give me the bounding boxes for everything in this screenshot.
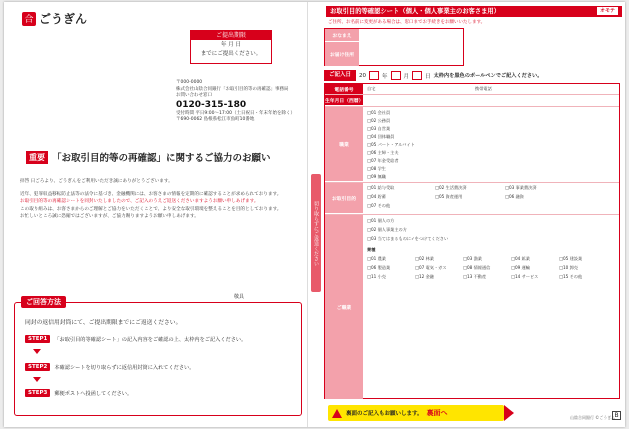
year-input[interactable] <box>369 71 379 80</box>
bank-logo: 合 ごうぎん <box>22 10 87 27</box>
form-title: お取引目的等確認シート（個人・個人事業主のお客さま用） オモテ <box>326 6 622 17</box>
month-input[interactable] <box>391 71 401 80</box>
page-letter: B <box>612 411 621 420</box>
sender-phone: 0120-315-180 <box>176 99 247 110</box>
sender-block: 〒000-0000 株式会社山陰合同銀行「お取引目的等の再確認」事務局 お問い合わせ窓口 0120-315-180 受付時間 平日9:00〜17:00（土日祝日・年末年始を除く） 〒690-0062 島根県松江市魚町10番地 <box>176 80 301 124</box>
letter-page <box>4 2 308 427</box>
bank-logo-icon: 合 <box>22 12 36 26</box>
deadline-box: ご提出期限 年 月 日 までにご提出ください。 <box>190 30 272 64</box>
day-input[interactable] <box>412 71 422 80</box>
down-arrow-icon <box>33 377 41 382</box>
side-tab: 切り取らずにご返送ください <box>311 174 321 292</box>
customer-box: おなまえ お届け住所 <box>324 28 464 66</box>
right-arrow-icon <box>504 405 514 421</box>
step-1: STEP1 「お取引目的等確認シート」の記入内容をご確認の上、太枠内をご記入ください。 <box>25 335 246 343</box>
down-arrow-icon <box>33 349 41 354</box>
warning-icon <box>332 409 342 418</box>
step-3: STEP3 郵便ポストへ投函してください。 <box>25 389 132 397</box>
form-page: 切り取らずにご返送ください お取引目的等確認シート（個人・個人事業主のお客さま用） オモテ ご住所、お名前に変更がある場合は、窓口までお手続きをお願いいたします。 おなまえ お届け住所 ご記入日 20 年 月 日 太枠内を黒色のボールペンでご記入ください。 電話番号 自宅 携帯電話 生年月日（西暦） 職業 □01 会社員 □02 公務員 □03 自営業 □04 団体職員 □05 パート・アルバイト □06 主婦・主夫 □07 年金受給者 □08 学生 □09 無職 お取引目的 □01 給与受取 □02 生活費決済 □03 事業費決済 □04 貯蓄 □05 資産運用 □06 融資 □07 その他 ご職業 □01 個人の方 □02 個人事業主の方 □03 当てはまるものに✓をつけてください 業種 □01 農業 □02 林業 □03 漁業 □04 鉱業 □05 建設業 □06 製造業 □07 電気・ガス □08 情報通信 □09 運輸 □10 卸売 □11 小売 □12 金融 □13 不動産 □14 サービス □15 その他 裏面のご記入もお願いします。 裏面へ 山陰合同銀行 ©ごうぎん B <box>310 2 625 427</box>
form-grid: 電話番号 自宅 携帯電話 生年月日（西暦） 職業 □01 会社員 □02 公務員 □03 自営業 □04 団体職員 □05 パート・アルバイト □06 主婦・主夫 □07 年金受給者 □08 学生 □09 無職 お取引目的 □01 給与受取 □02 生活費決済 □03 事業費決済 □04 貯蓄 □05 資産運用 □06 融資 □07 その他 ご職業 □01 個人の方 □02 個人事業主の方 □03 当てはまるものに✓をつけてください 業種 □01 農業 □02 林業 □03 漁業 □04 鉱業 □05 建設業 □06 製造業 □07 電気・ガス □08 情報通信 □09 運輸 □10 卸売 □11 小売 □12 金融 □13 不動産 □14 サービス □15 その他 <box>324 83 620 399</box>
important-badge: 重要 <box>26 151 48 164</box>
step-2: STEP2 本確認シートを切り取らずに返信用封筒に入れてください。 <box>25 363 194 371</box>
back-side-banner: 裏面のご記入もお願いします。 裏面へ <box>328 405 504 421</box>
closing: 敬具 <box>234 294 245 300</box>
response-method-box: ご回答方法 同封の返信用封筒にて、ご提出期限までにご返送ください。 STEP1 「お取引目的等確認シート」の記入内容をご確認の上、太枠内をご記入ください。 STEP2 本確認シートを切り取らずに返信用封筒に入れてください。 STEP3 郵便ポストへ投函してください。 <box>14 302 302 416</box>
document-spread <box>4 2 625 427</box>
letter-title: 重要 「お取引目的等の再確認」に関するご協力のお願い <box>26 150 296 164</box>
letter-body: 拝啓 日ごろより、ごうぎんをご利用いただき誠にありがとうございます。 近年、犯罪収益移転防止法等の法令に基づき、金融機関には、お客さまの情報を定期的に確認することが求められております。 お取引目的等の再確認シートを同封いたしましたので、ご記入のうえご返送くださいますようお願い申しあげます。 この取り組みは、お客さまからのご理解とご協力をいただくことで、より安全な取引環境を整えることを目的としております。 お忙しいところ誠に恐縮ではございますが、ご協力賜りますようお願い申しあげます。 <box>20 179 282 219</box>
date-row: ご記入日 20 年 月 日 太枠内を黒色のボールペンでご記入ください。 <box>324 70 620 81</box>
